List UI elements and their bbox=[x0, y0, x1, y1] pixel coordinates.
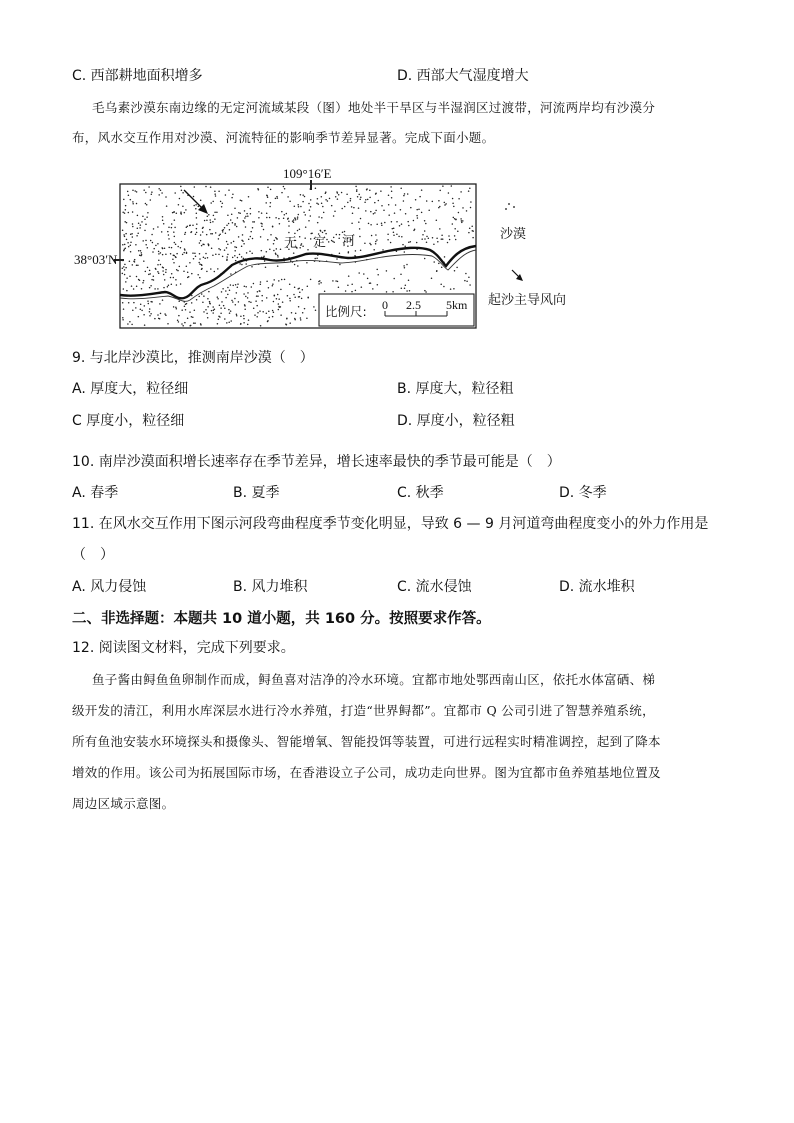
section-2-heading: 二、非选择题：本题共 10 道小题，共 160 分。按照要求作答。 bbox=[72, 611, 491, 627]
question-12-stem: 12. 阅读图文材料，完成下列要求。 bbox=[72, 640, 295, 656]
passage-line-1: 毛乌素沙漠东南边缘的无定河流域某段（图）地处半干旱区与半湿润区过渡带，河流两岸均有沙漠分 bbox=[92, 100, 656, 115]
river-desert-map bbox=[0, 0, 794, 340]
question-11-stem: 11. 在风水交互作用下图示河段弯曲程度季节变化明显，导致 6 — 9 月河道弯曲程度变小的外力作用是 bbox=[72, 516, 709, 532]
river-north-bank bbox=[120, 246, 476, 298]
q10-option-d: D. 冬季 bbox=[559, 485, 607, 501]
scale-tick-2-5: 2.5 bbox=[406, 298, 421, 312]
river-name-3: 河 bbox=[342, 234, 356, 249]
longitude-label: 109°16′E bbox=[283, 166, 332, 181]
q9-option-a: A. 厚度大，粒径细 bbox=[72, 381, 189, 397]
option-c: C. 西部耕地面积增多 bbox=[72, 68, 203, 84]
river-name-1: 无 bbox=[284, 236, 298, 251]
q12-passage-line-4: 增效的作用。该公司为拓展国际市场，在香港设立子公司，成功走向世界。图为宜都市鱼养殖基地位置及 bbox=[72, 765, 661, 780]
option-d: D. 西部大气湿度增大 bbox=[397, 68, 529, 84]
legend-desert-label: 沙漠 bbox=[500, 227, 527, 242]
question-9-stem: 9. 与北岸沙漠比，推测南岸沙漠（ ） bbox=[72, 350, 314, 366]
q12-passage-line-1: 鱼子酱由鲟鱼鱼卵制作而成，鲟鱼喜对洁净的冷水环境。宜都市地处鄂西南山区，依托水体富硒、梯 bbox=[92, 672, 656, 687]
river-name-2: 定 bbox=[313, 235, 327, 250]
q11-option-b: B. 风力堆积 bbox=[233, 579, 308, 595]
scale-tick-5km: 5km bbox=[446, 298, 468, 312]
latitude-label: 38°03′N bbox=[74, 252, 118, 267]
q12-passage-line-5: 周边区域示意图。 bbox=[72, 796, 175, 811]
q12-passage-line-2: 级开发的清江，利用水库深层水进行冷水养殖，打造“世界鲟都”。宜都市 Q 公司引进了智慧养殖系统， bbox=[72, 703, 655, 718]
q11-option-d: D. 流水堆积 bbox=[559, 579, 635, 595]
q10-option-b: B. 夏季 bbox=[233, 485, 280, 501]
scale-tick-0: 0 bbox=[382, 298, 388, 312]
q12-passage-line-3: 所有鱼池安装水环境探头和摄像头、智能增氧、智能投饵等装置，可进行远程实时精准调控，起到了降本 bbox=[72, 734, 661, 749]
q10-option-a: A. 春季 bbox=[72, 485, 119, 501]
question-11-paren: （ ） bbox=[72, 547, 114, 563]
scale-label: 比例尺: bbox=[325, 304, 367, 319]
q11-option-c: C. 流水侵蚀 bbox=[397, 579, 472, 595]
passage-line-2: 布，风水交互作用对沙漠、河流特征的影响季节差异显著。完成下面小题。 bbox=[72, 130, 495, 145]
q9-option-c: C 厚度小，粒径细 bbox=[72, 413, 185, 429]
q11-option-a: A. 风力侵蚀 bbox=[72, 579, 147, 595]
q9-option-b: B. 厚度大，粒径粗 bbox=[397, 381, 514, 397]
question-10-stem: 10. 南岸沙漠面积增长速率存在季节差异，增长速率最快的季节最可能是（ ） bbox=[72, 454, 561, 470]
q9-option-d: D. 厚度小，粒径粗 bbox=[397, 413, 515, 429]
q10-option-c: C. 秋季 bbox=[397, 485, 444, 501]
legend-wind-label: 起沙主导风向 bbox=[488, 293, 567, 308]
